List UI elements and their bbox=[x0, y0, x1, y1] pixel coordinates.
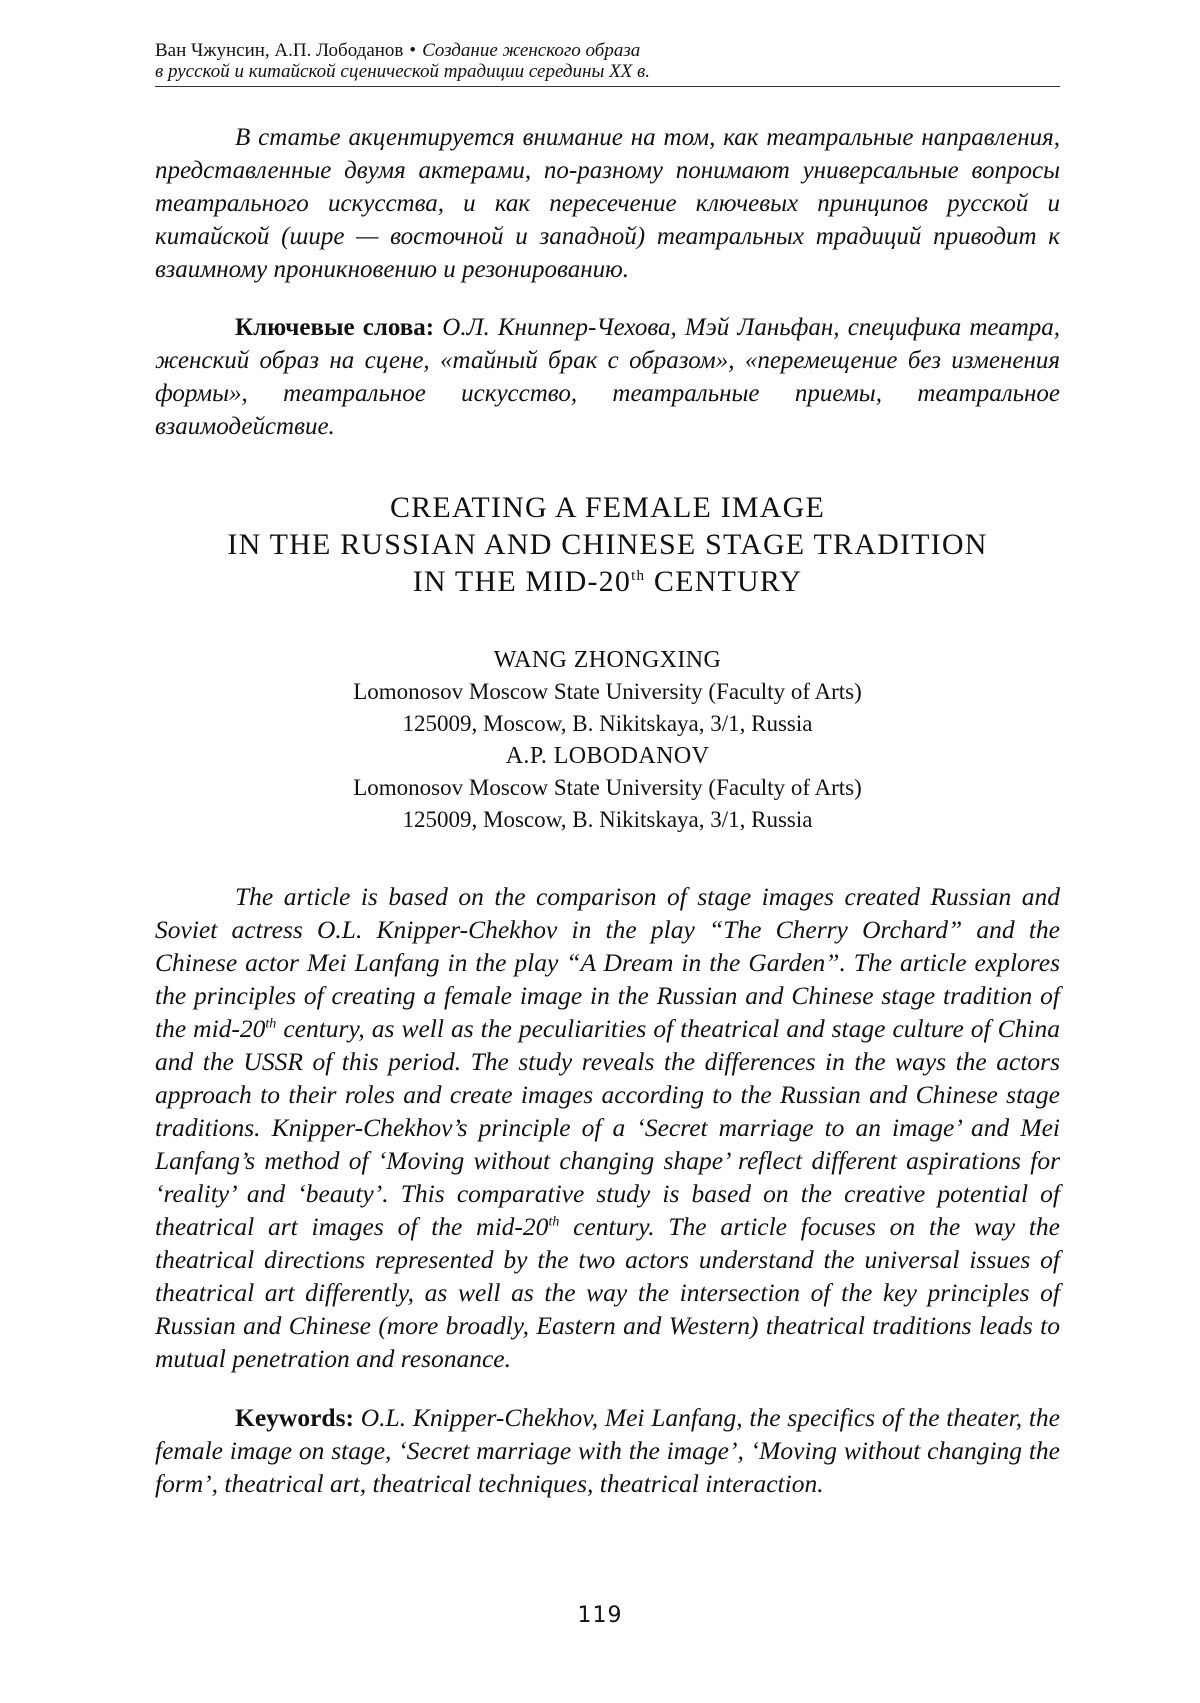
author-address: 125009, Moscow, B. Nikitskaya, 3/1, Russia bbox=[155, 708, 1060, 740]
abstract-en-part1: The article is based on the comparison of stage images created Russian and Soviet actress O.L. Knipper-Chekhov in the play “The Cherry Orchard” and the Chinese actor Mei Lanfang in the play “A Dream in the Garden”. The article explores the principles of creating a female image in the Russian and Chinese stage tradition of the mid-20 bbox=[155, 882, 1060, 1043]
abstract-en-part2: century, as well as the peculiarities of theatrical and stage culture of China and the USSR of this period. The study reveals the differences in the ways the actors approach to their roles and create images according to the Russian and Chinese stage traditions. Knipper-Chekhov’s principle of a ‘Secret marriage to an image’ and Mei Lanfang’s method of ‘Moving without changing shape’ reflect different aspirations for ‘reality’ and ‘beauty’. This comparative study is based on the creative potential of theatrical art images of the mid-20 bbox=[155, 1014, 1060, 1241]
author-affiliation: Lomonosov Moscow State University (Faculty of Arts) bbox=[155, 772, 1060, 804]
header-separator: • bbox=[409, 40, 416, 61]
header-title-part1: Создание женского образа bbox=[422, 40, 640, 61]
abstract-en-sup2: th bbox=[548, 1215, 559, 1230]
author-name: WANG ZHONGXING bbox=[155, 644, 1060, 676]
title-line1: CREATING A FEMALE IMAGE bbox=[155, 489, 1060, 526]
author-affiliation: Lomonosov Moscow State University (Faculty of Arts) bbox=[155, 676, 1060, 708]
abstract-en-sup1: th bbox=[265, 1017, 276, 1032]
keywords-ru bbox=[155, 311, 1060, 443]
page-number: 119 bbox=[0, 1603, 1200, 1628]
author-address: 125009, Moscow, B. Nikitskaya, 3/1, Russia bbox=[155, 804, 1060, 836]
abstract-en-part3: century. The article focuses on the way the theatrical directions represented by the two actors understand the universal issues of theatrical art differently, as well as the way the intersection of the key principles of Russian and Chinese (more broadly, Eastern and Western) theatrical traditions leads to mutual penetration and resonance. bbox=[155, 1212, 1060, 1373]
article-title-en bbox=[155, 489, 1060, 600]
keywords-ru-label: Ключевые слова: bbox=[235, 314, 434, 341]
keywords-en-label: Keywords: bbox=[235, 1403, 354, 1432]
title-line2: IN THE RUSSIAN AND CHINESE STAGE TRADITION bbox=[155, 526, 1060, 563]
author-name: A.P. LOBODANOV bbox=[155, 740, 1060, 772]
header-authors: Ван Чжунсин, А.П. Лободанов bbox=[155, 40, 403, 61]
keywords-en-text: O.L. Knipper-Chekhov, Mei Lanfang, the specifics of the theater, the female image on stage, ‘Secret marriage with the image’, ‘Moving without changing the form’, theatrical art, theatrical techniques, theatrical interaction. bbox=[155, 1403, 1060, 1498]
authors-block bbox=[155, 644, 1060, 836]
abstract-ru: В статье акцентируется внимание на том, как театральные направления, представленные двумя актерами, по-разному понимают универсальные вопросы театрального искусства, и как пересечение ключевых принципов русской и китайской (шире — восточной и западной) театральных традиций приводит к взаимному проникновению и резонированию. bbox=[155, 121, 1060, 286]
keywords-ru-text: О.Л. Книппер-Чехова, Мэй Ланьфан, специфика театра, женский образ на сцене, «тайный брак с образом», «перемещение без изменения формы», театральное искусство, театральные приемы, театральное взаимодействие. bbox=[155, 314, 1060, 440]
page-content bbox=[155, 40, 1060, 1500]
title-line3-suffix: CENTURY bbox=[645, 565, 802, 598]
header-title-part2: в русской и китайской сценической традиции середины XX в. bbox=[155, 61, 1060, 82]
running-header bbox=[155, 40, 1060, 87]
title-line3 bbox=[155, 563, 1060, 600]
running-header-line1 bbox=[155, 40, 1060, 61]
keywords-en bbox=[155, 1401, 1060, 1500]
title-line3-prefix: IN THE MID-20 bbox=[413, 565, 631, 598]
title-line3-sup: th bbox=[631, 568, 645, 584]
abstract-en bbox=[155, 880, 1060, 1375]
